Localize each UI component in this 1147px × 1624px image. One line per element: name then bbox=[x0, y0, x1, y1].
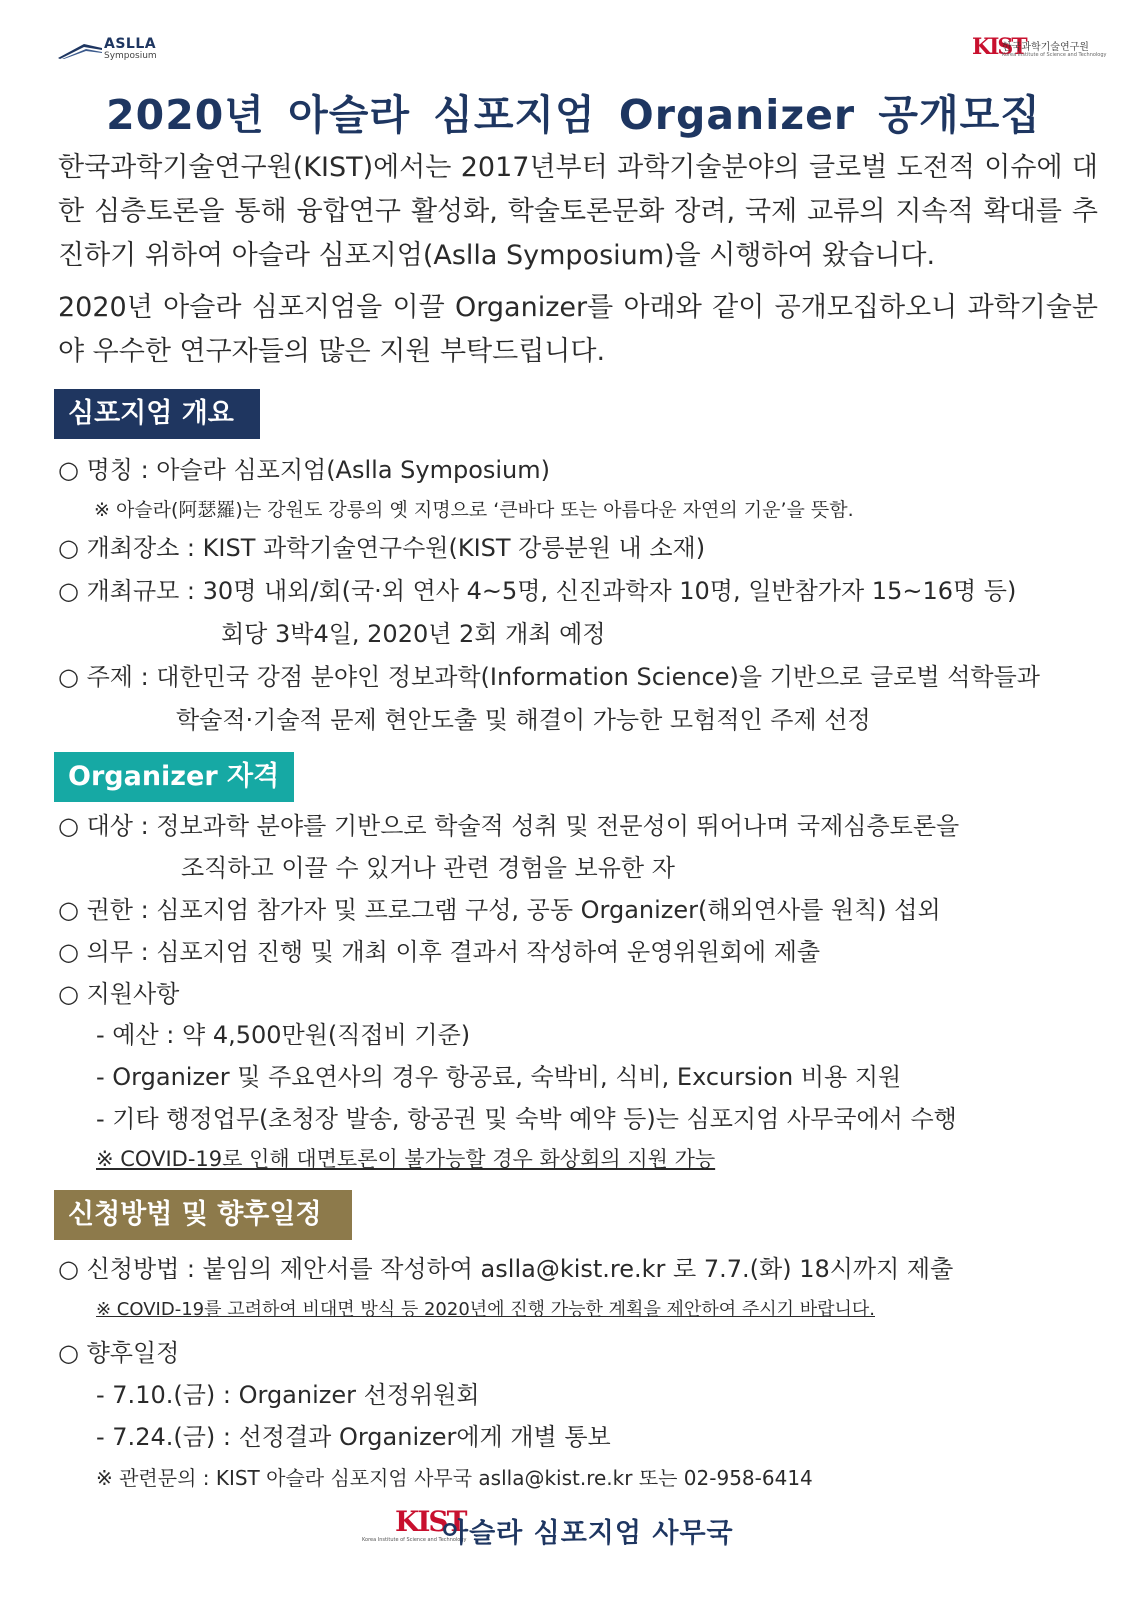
qualification-support: ○ 지원사항 bbox=[58, 980, 180, 1008]
footer bbox=[0, 1505, 1147, 1555]
section-heading-overview: 심포지엄 개요 bbox=[54, 389, 260, 439]
application-method: ○ 신청방법 : 붙임의 제안서를 작성하여 aslla@kist.re.kr 로 7.7.(화) 18시까지 제출 bbox=[58, 1255, 954, 1283]
aslla-wave-icon bbox=[58, 40, 102, 60]
section-heading-qualification: Organizer 자격 bbox=[54, 752, 294, 802]
overview-venue: ○ 개최장소 : KIST 과학기술연구수원(KIST 강릉분원 내 소재) bbox=[58, 534, 706, 562]
qualification-target: ○ 대상 : 정보과학 분야를 기반으로 학술적 성취 및 전문성이 뛰어나며 국제심층토론을 bbox=[58, 812, 960, 840]
support-costs: - Organizer 및 주요연사의 경우 항공료, 숙박비, 식비, Excursion 비용 지원 bbox=[96, 1063, 902, 1091]
schedule-item-1: - 7.10.(금) : Organizer 선정위원회 bbox=[96, 1381, 480, 1409]
support-admin: - 기타 행정업무(초청장 발송, 항공권 및 숙박 예약 등)는 심포지엄 사무국에서 수행 bbox=[96, 1105, 957, 1133]
support-budget: - 예산 : 약 4,500만원(직접비 기준) bbox=[96, 1021, 471, 1049]
overview-topic-continued: 학술적·기술적 문제 현안도출 및 해결이 가능한 모험적인 주제 선정 bbox=[176, 706, 871, 734]
overview-scale: ○ 개최규모 : 30명 내외/회(국·외 연사 4~5명, 신진과학자 10명, 일반참가자 15~16명 등) bbox=[58, 577, 1017, 605]
overview-name-note: ※ 아슬라(阿瑟羅)는 강원도 강릉의 옛 지명으로 ‘큰바다 또는 아름다운 자연의 기운’을 뜻함. bbox=[94, 499, 854, 521]
qualification-target-continued: 조직하고 이끌 수 있거나 관련 경험을 보유한 자 bbox=[181, 854, 675, 882]
kist-name: 한국과학기술연구원 bbox=[1002, 42, 1089, 53]
qualification-duty: ○ 의무 : 심포지엄 진행 및 개최 이후 결과서 작성하여 운영위원회에 제출 bbox=[58, 938, 821, 966]
overview-scale-continued: 회당 3박4일, 2020년 2회 개최 예정 bbox=[221, 620, 606, 648]
overview-topic: ○ 주제 : 대한민국 강점 분야인 정보과학(Information Science)을 기반으로 글로벌 석학들과 bbox=[58, 663, 1040, 691]
section-heading-application: 신청방법 및 향후일정 bbox=[54, 1190, 352, 1240]
schedule-heading: ○ 향후일정 bbox=[58, 1339, 180, 1367]
page-title: 2020년 아슬라 심포지엄 Organizer 공개모집 bbox=[106, 91, 1041, 139]
schedule-item-2: - 7.24.(금) : 선정결과 Organizer에게 개별 통보 bbox=[96, 1423, 611, 1451]
aslla-logo-sub: Symposium bbox=[104, 51, 157, 61]
qualification-authority: ○ 권한 : 심포지엄 참가자 및 프로그램 구성, 공동 Organizer(해외연사를 원칙) 섭외 bbox=[58, 896, 941, 924]
aslla-logo bbox=[58, 34, 168, 64]
application-note: ※ COVID-19를 고려하여 비대면 방식 등 2020년에 진행 가능한 계획을 제안하여 주시기 바랍니다. bbox=[96, 1299, 875, 1320]
footer-kist-mark: KIST bbox=[395, 1505, 466, 1538]
contact-info: ※ 관련문의 : KIST 아슬라 심포지엄 사무국 aslla@kist.re.kr 또는 02-958-6414 bbox=[96, 1466, 813, 1490]
kist-logo bbox=[972, 34, 1107, 64]
covid-note: ※ COVID-19로 인해 대면토론이 불가능할 경우 화상회의 지원 가능 bbox=[96, 1147, 716, 1171]
footer-office-name: 아슬라 심포지엄 사무국 bbox=[442, 1518, 734, 1549]
intro-paragraph-2: 2020년 아슬라 심포지엄을 이끌 Organizer를 아래와 같이 공개모집하오니 과학기술분야 우수한 연구자들의 많은 지원 부탁드립니다. bbox=[58, 292, 1098, 367]
overview-name: ○ 명칭 : 아슬라 심포지엄(Aslla Symposium) bbox=[58, 456, 551, 484]
kist-name-en: Korea Institute of Science and Technology bbox=[1002, 52, 1107, 58]
kist-mark: KIST bbox=[972, 34, 1026, 60]
intro-paragraph-1: 한국과학기술연구원(KIST)에서는 2017년부터 과학기술분야의 글로벌 도전적 이슈에 대한 심층토론을 통해 융합연구 활성화, 학술토론문화 장려, 국제 교류의 지속적 확대를 추진하기 위하여 아슬라 심포지엄(Aslla Symposium)을 시행하여 왔습니다. bbox=[58, 152, 1098, 271]
aslla-logo-text: ASLLA bbox=[104, 36, 157, 52]
footer-kist-sub: Korea Institute of Science and Technology bbox=[362, 1537, 467, 1543]
